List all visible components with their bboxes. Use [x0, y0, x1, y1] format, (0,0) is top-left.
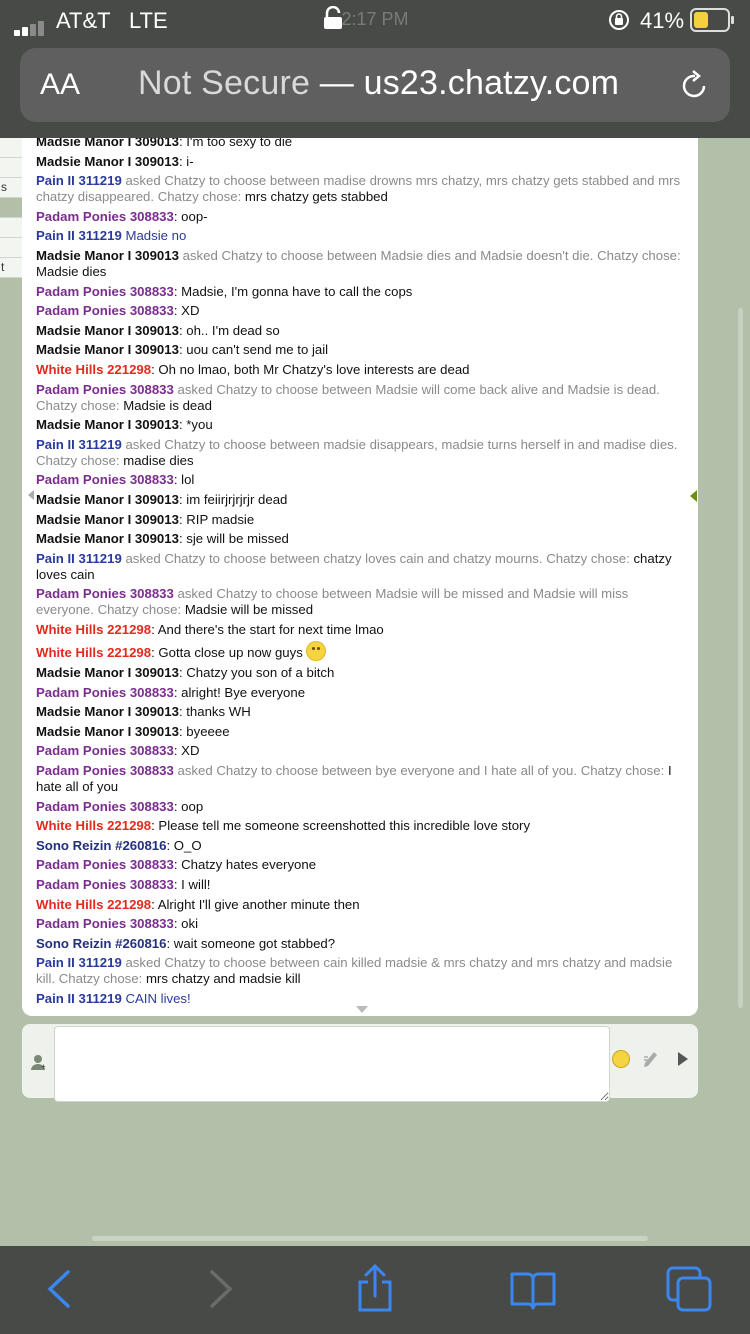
message-separator: :	[173, 283, 182, 299]
message-text: Please tell me someone screenshotted this incredible love story	[158, 818, 531, 834]
message-text: oki	[181, 916, 199, 932]
message-separator: :	[173, 472, 182, 488]
message-text: madise dies	[123, 452, 194, 468]
chat-message	[36, 857, 686, 873]
message-separator: :	[173, 877, 182, 892]
message-text: I will!	[181, 877, 211, 892]
composer-bar	[22, 1024, 698, 1098]
system-text: asked Chatzy to choose between madise drowns mrs chatzy, mrs chatzy gets stabbed and mrs chatzy disappeared. Chatzy chose:	[36, 173, 681, 205]
message-text: Chatzy you son of a bitch	[186, 665, 335, 681]
message-author[interactable]: Pain II 311219	[36, 173, 122, 189]
message-text: alright! Bye everyone	[181, 684, 306, 700]
system-text: asked Chatzy to choose between chatzy loves cain and chatzy mourns. Chatzy chose:	[121, 550, 634, 566]
text-size-button[interactable]: AA	[40, 68, 81, 101]
chat-message	[36, 303, 686, 319]
message-author[interactable]: Padam Ponies 308833	[36, 472, 174, 488]
message-text: thanks WH	[186, 704, 251, 720]
message-separator: :	[151, 645, 159, 661]
chat-message	[36, 551, 686, 583]
system-text: asked Chatzy to choose between cain killed madsie & mrs chatzy and mrs chatzy and madsie kill. Chatzy chose:	[36, 955, 673, 987]
chat-message	[36, 323, 686, 339]
chat-log[interactable]	[22, 138, 698, 1016]
battery-icon	[690, 8, 730, 32]
left-sidebar-fragment	[0, 138, 22, 288]
status-bar	[0, 0, 750, 40]
smiley-icon[interactable]	[612, 1050, 630, 1068]
message-author[interactable]: Padam Ponies 308833	[36, 684, 174, 700]
status-time: 2:17 PM	[341, 9, 409, 29]
message-separator: :	[178, 322, 187, 338]
message-separator: :	[173, 743, 182, 759]
message-author[interactable]: Padam Ponies 308833	[36, 586, 174, 602]
message-text: CAIN lives!	[125, 990, 191, 1006]
user-icon[interactable]	[30, 1054, 48, 1070]
message-author[interactable]: White Hills 221298	[36, 621, 152, 637]
system-text: asked Chatzy to choose between Madsie will come back alive and Madsie is dead. Chatzy chose:	[36, 381, 660, 413]
message-author[interactable]: Madsie Manor I 309013	[36, 138, 179, 149]
chat-message	[36, 531, 686, 547]
message-author[interactable]: Sono Reizin #260816	[36, 837, 167, 853]
chat-message	[36, 685, 686, 701]
system-text: asked Chatzy to choose between bye everyone and I hate all of you. Chatzy chose:	[173, 763, 668, 779]
chat-message	[36, 586, 686, 618]
message-text: I'm too sexy to die	[186, 138, 293, 149]
sidebar-row[interactable]	[0, 198, 22, 218]
message-separator: :	[178, 138, 187, 149]
chat-message	[36, 622, 686, 638]
network-type: LTE	[128, 8, 168, 33]
message-author[interactable]: Padam Ponies 308833	[36, 763, 174, 779]
message-text: byeeee	[186, 723, 230, 739]
message-text: lol	[181, 472, 195, 488]
message-author[interactable]: White Hills 221298	[36, 818, 152, 834]
chat-message	[36, 154, 686, 170]
message-text: i-	[186, 153, 194, 169]
chat-message	[36, 818, 686, 834]
chat-message	[36, 936, 686, 952]
back-icon[interactable]	[36, 1264, 86, 1314]
chat-message	[36, 838, 686, 854]
message-separator: :	[173, 916, 182, 932]
message-separator: :	[178, 723, 187, 739]
message-author[interactable]: Pain II 311219	[36, 955, 122, 971]
sidebar-row[interactable]: s	[0, 178, 22, 198]
message-author[interactable]: Padam Ponies 308833	[36, 283, 174, 299]
chat-message	[36, 362, 686, 378]
message-separator: :	[178, 153, 187, 169]
domain-label: us23.chatzy.com	[363, 64, 620, 102]
message-separator: :	[178, 342, 187, 358]
chat-message	[36, 173, 686, 205]
message-text: mrs chatzy and madsie kill	[145, 971, 301, 987]
message-text: XD	[181, 743, 200, 759]
chat-message	[36, 472, 686, 488]
message-separator: :	[151, 361, 159, 377]
message-text: Madsie will be missed	[184, 602, 314, 618]
edit-icon[interactable]	[642, 1048, 660, 1068]
system-text: asked Chatzy to choose between Madsie dies and Madsie doesn't die. Chatzy chose:	[178, 247, 681, 263]
message-author[interactable]: Padam Ponies 308833	[36, 857, 174, 873]
horizontal-scrollbar[interactable]	[92, 1236, 648, 1241]
browser-top-bar	[0, 0, 750, 138]
message-separator: :	[166, 935, 174, 951]
chat-message	[36, 743, 686, 759]
message-separator: :	[178, 665, 187, 681]
chat-message	[36, 248, 686, 280]
message-author[interactable]: White Hills 221298	[36, 361, 152, 377]
message-text: uou can't send me to jail	[186, 342, 329, 358]
chat-message	[36, 799, 686, 815]
message-separator: :	[173, 857, 182, 873]
battery-percent: 41%	[640, 8, 685, 33]
security-label: Not Secure	[138, 64, 311, 102]
chat-message	[36, 877, 686, 893]
message-author[interactable]: Padam Ponies 308833	[36, 208, 174, 224]
system-text: asked Chatzy to choose between madsie disappears, madsie turns herself in and madise dies. Chatzy chose:	[36, 436, 678, 468]
message-text: I hate all of you	[36, 763, 672, 795]
chat-message	[36, 284, 686, 300]
forward-icon[interactable]	[194, 1264, 244, 1314]
address-bar[interactable]	[20, 48, 730, 122]
message-author[interactable]: Pain II 311219	[36, 436, 122, 452]
chat-message	[36, 665, 686, 681]
message-separator: :	[173, 303, 182, 319]
bookmarks-icon[interactable]	[508, 1264, 558, 1314]
sidebar-row[interactable]	[0, 218, 22, 238]
web-page	[0, 138, 750, 1246]
chat-message	[36, 512, 686, 528]
message-author[interactable]: Madsie Manor I 309013	[36, 665, 179, 681]
message-separator: :	[178, 417, 187, 433]
message-separator: :	[173, 798, 182, 814]
message-author[interactable]: Padam Ponies 308833	[36, 743, 174, 759]
message-author[interactable]: Pain II 311219	[36, 990, 122, 1006]
message-separator: :	[178, 531, 187, 547]
message-author[interactable]: White Hills 221298	[36, 645, 152, 661]
rotation-lock-icon	[608, 9, 630, 31]
sidebar-row[interactable]	[0, 238, 22, 258]
chat-message	[36, 641, 686, 661]
message-text: Madsie, I'm gonna have to call the cops	[181, 283, 413, 299]
message-text: Alright I'll give another minute then	[157, 896, 360, 912]
sidebar-row[interactable]	[0, 138, 22, 158]
message-text: mrs chatzy gets stabbed	[244, 189, 388, 205]
chat-message	[36, 492, 686, 508]
message-author[interactable]: Sono Reizin #260816	[36, 935, 167, 951]
message-author[interactable]: Pain II 311219	[36, 550, 122, 566]
message-author[interactable]: Madsie Manor I 309013	[36, 704, 179, 720]
chat-message	[36, 382, 686, 414]
scroll-down-icon[interactable]	[356, 1006, 368, 1013]
message-author[interactable]: Madsie Manor I 309013	[36, 153, 179, 169]
smiley-emoji-icon	[306, 641, 326, 661]
message-text: Oh no lmao, both Mr Chatzy's love interests are dead	[158, 361, 470, 377]
chat-message	[36, 991, 686, 1007]
chat-message	[36, 437, 686, 469]
address-text[interactable]	[138, 64, 619, 103]
message-list	[36, 138, 686, 1011]
message-text: O_O	[173, 837, 202, 853]
chat-message	[36, 209, 686, 225]
message-input[interactable]	[54, 1026, 610, 1102]
address-separator: —	[310, 64, 364, 102]
svg-text:+: +	[41, 1062, 46, 1070]
message-text: wait someone got stabbed?	[173, 935, 336, 951]
message-text: chatzy loves cain	[36, 550, 672, 582]
message-separator: :	[166, 837, 174, 853]
chat-message	[36, 704, 686, 720]
chat-message	[36, 955, 686, 987]
message-author[interactable]: Padam Ponies 308833	[36, 303, 174, 319]
browser-toolbar	[0, 1246, 750, 1334]
chat-message	[36, 342, 686, 358]
page-scrollbar[interactable]	[738, 308, 743, 1008]
system-text: asked Chatzy to choose between Madsie will be missed and Madsie will miss everyone. Chatzy chose:	[36, 586, 629, 618]
chat-message	[36, 138, 686, 150]
chat-message	[36, 763, 686, 795]
message-text: oop-	[181, 208, 208, 224]
message-author[interactable]: Padam Ponies 308833	[36, 877, 174, 892]
message-text: sje will be missed	[186, 531, 289, 547]
message-text: oop	[181, 798, 204, 814]
message-author[interactable]: Madsie Manor I 309013	[36, 511, 179, 527]
message-separator: :	[173, 684, 182, 700]
sidebar-row[interactable]	[0, 158, 22, 178]
share-icon[interactable]	[350, 1264, 400, 1314]
chat-message	[36, 724, 686, 740]
send-icon[interactable]	[678, 1052, 688, 1066]
message-author[interactable]: Madsie Manor I 309013	[36, 342, 179, 358]
expand-right-icon[interactable]	[690, 490, 697, 502]
message-author[interactable]: Padam Ponies 308833	[36, 798, 174, 814]
message-author[interactable]: Madsie Manor I 309013	[36, 417, 179, 433]
message-author[interactable]: Pain II 311219	[36, 228, 122, 244]
message-text: *you	[186, 417, 213, 433]
sidebar-row[interactable]: t	[0, 258, 22, 278]
message-text: XD	[181, 303, 200, 319]
collapse-left-icon[interactable]	[28, 490, 34, 500]
message-text: RIP madsie	[186, 511, 255, 527]
message-text: Madsie no	[125, 228, 187, 244]
tabs-icon[interactable]	[664, 1264, 714, 1314]
message-author[interactable]: Madsie Manor I 309013	[36, 247, 179, 263]
message-separator: :	[173, 208, 182, 224]
message-author[interactable]: White Hills 221298	[36, 896, 152, 912]
message-text: im feiirjrjrjrjr dead	[186, 491, 288, 507]
message-text: oh.. I'm dead so	[186, 322, 280, 338]
message-text: Gotta close up now guys	[158, 645, 303, 661]
message-separator: :	[151, 896, 158, 912]
message-separator: :	[151, 818, 159, 834]
message-author[interactable]: Padam Ponies 308833	[36, 381, 174, 397]
chat-message	[36, 417, 686, 433]
carrier-name: AT&T	[56, 8, 111, 33]
chat-message	[36, 897, 686, 913]
chat-message	[36, 228, 686, 244]
message-separator: :	[178, 491, 187, 507]
message-text: Madsie dies	[36, 263, 107, 279]
reload-icon[interactable]	[680, 70, 710, 104]
message-text: Madsie is dead	[123, 397, 212, 413]
message-separator: :	[151, 621, 158, 637]
message-text: Chatzy hates everyone	[181, 857, 317, 873]
message-author[interactable]: Madsie Manor I 309013	[36, 723, 179, 739]
chat-message	[36, 916, 686, 932]
message-author[interactable]: Madsie Manor I 309013	[36, 322, 179, 338]
message-author[interactable]: Padam Ponies 308833	[36, 916, 174, 932]
message-author[interactable]: Madsie Manor I 309013	[36, 531, 179, 547]
message-text: And there's the start for next time lmao	[157, 621, 384, 637]
message-separator: :	[178, 704, 187, 720]
message-separator: :	[178, 511, 187, 527]
message-author[interactable]: Madsie Manor I 309013	[36, 491, 179, 507]
